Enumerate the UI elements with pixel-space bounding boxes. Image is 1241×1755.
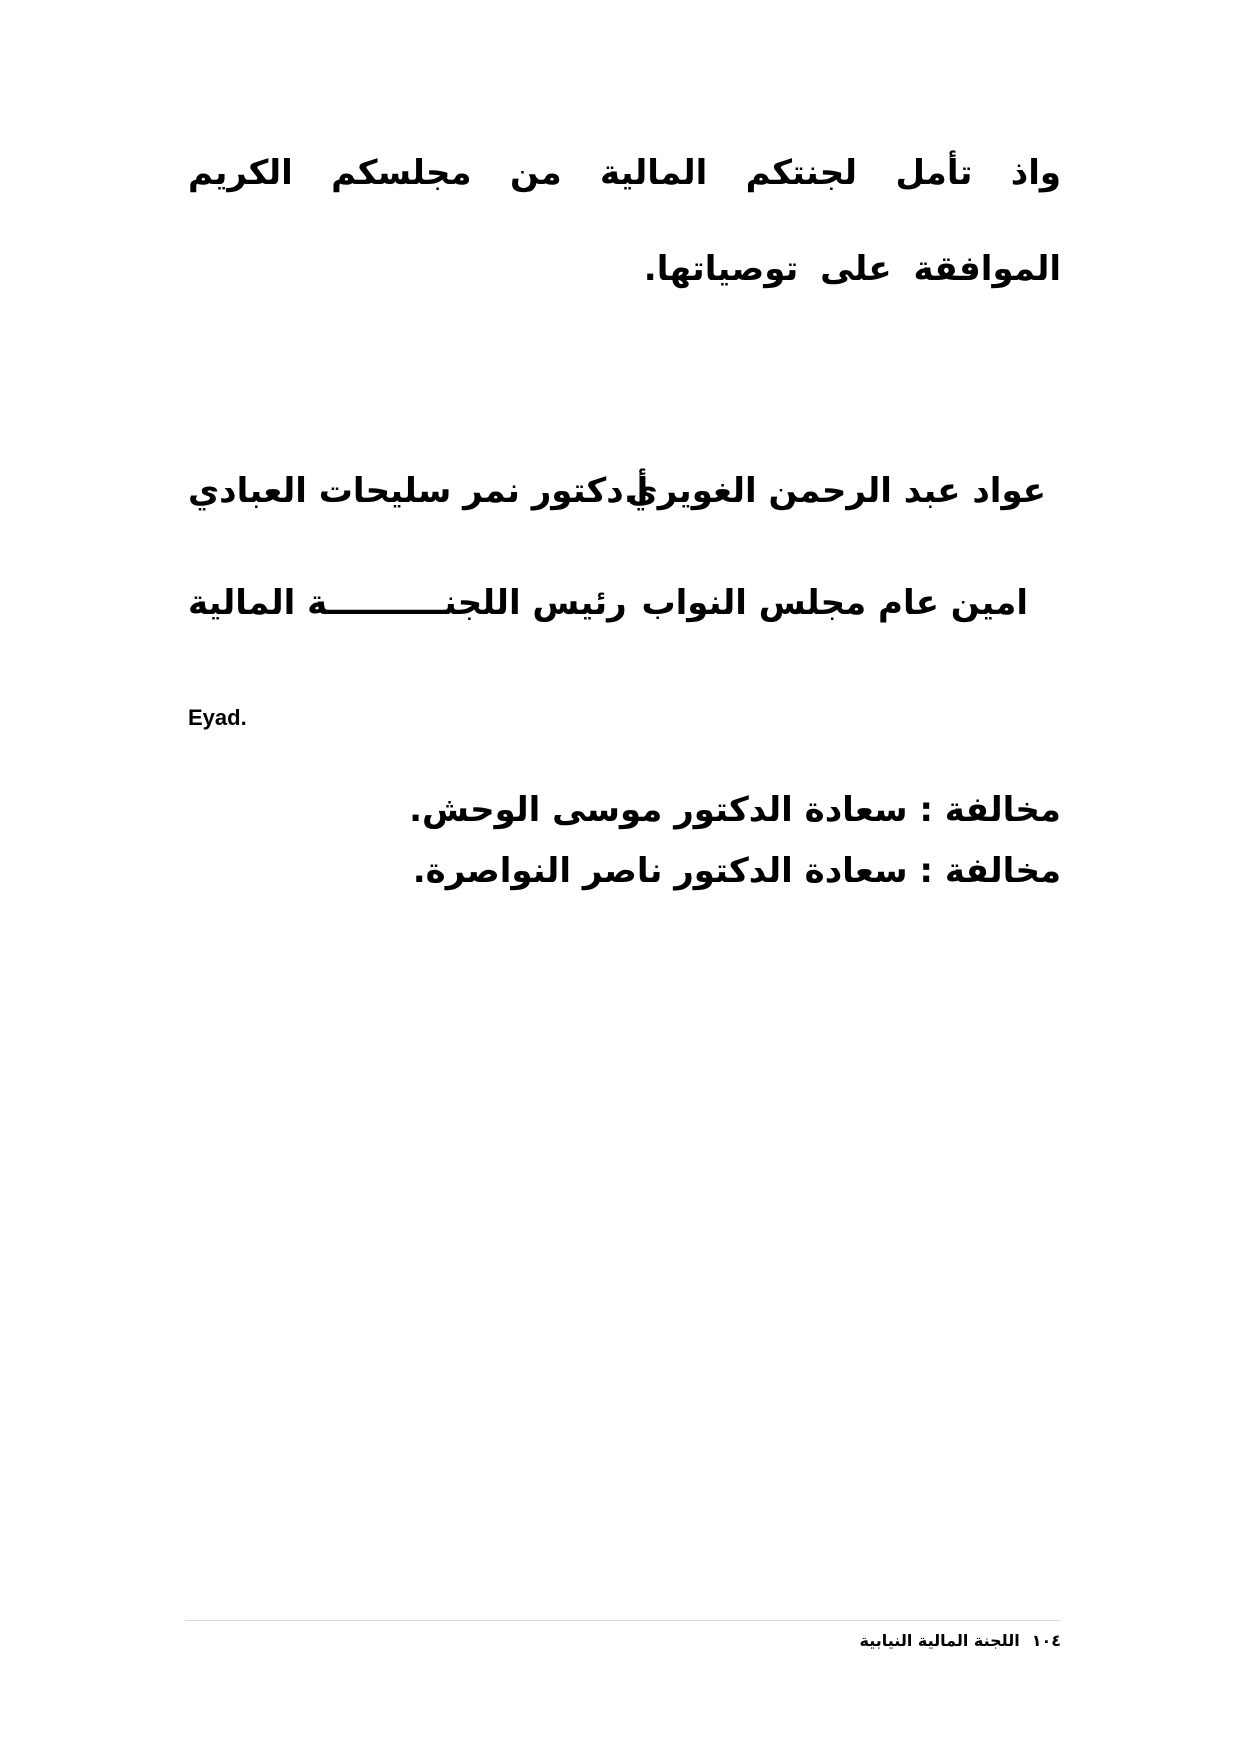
secretary-general-name: عواد عبد الرحمن الغويري	[626, 471, 1046, 511]
page-number: ١٠٤	[1031, 1631, 1061, 1650]
footer-divider	[185, 1620, 1061, 1621]
committee-chair-title: رئيس اللجنــــــــــة المالية	[188, 583, 627, 623]
dissent-line-1: مخالفة : سعادة الدكتور موسى الوحش.	[409, 790, 1061, 830]
secretary-general-title: امين عام مجلس النواب	[641, 583, 1028, 623]
page-footer	[848, 1628, 1062, 1654]
committee-chair-name: أ.دكتور نمر سليحات العبادي	[188, 471, 649, 511]
typist-initials: Eyad.	[188, 705, 247, 730]
closing-paragraph: واذ تأمل لجنتكم المالية من مجلسكم الكريم الموافقة على توصياتها.	[188, 153, 1061, 289]
dissent-line-2: مخالفة : سعادة الدكتور ناصر النواصرة.	[412, 851, 1061, 891]
footer-committee-name: اللجنة المالية النيابية	[859, 1631, 1020, 1650]
